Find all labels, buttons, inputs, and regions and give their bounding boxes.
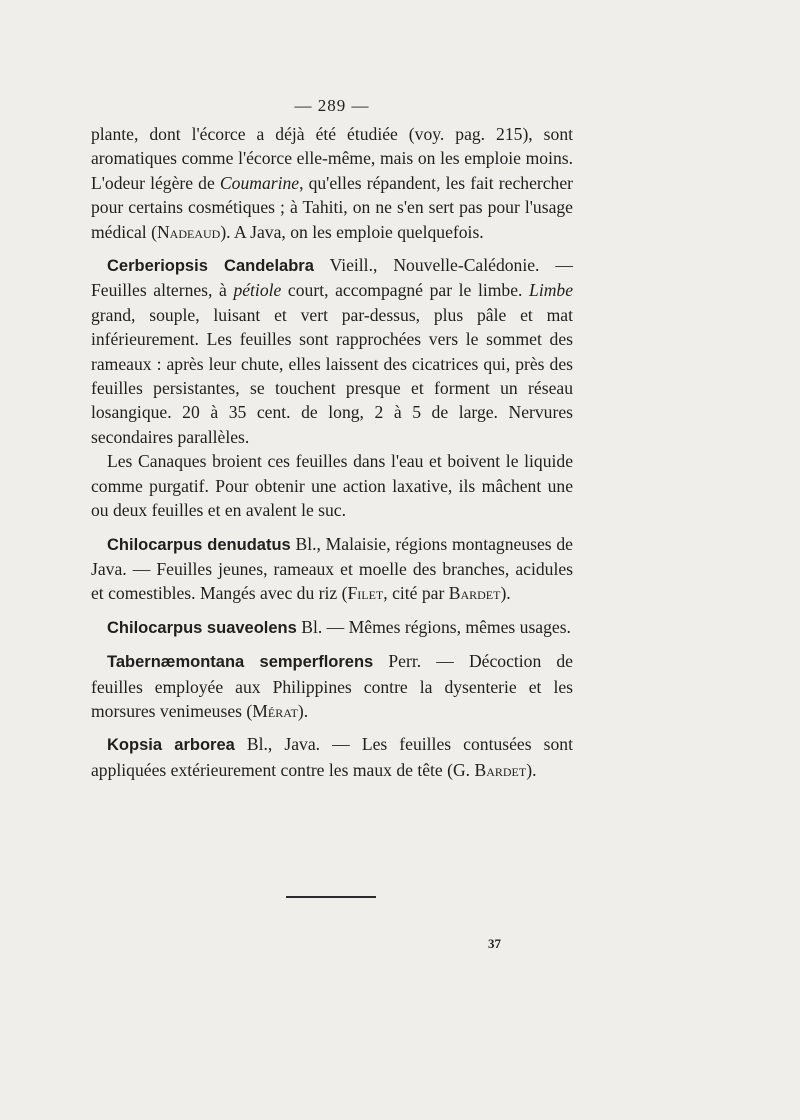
text-run: ). A Java, on les emploie quelquefois. (220, 221, 484, 242)
text-run: , qu'elles répandent, les fait rechercher pour certains cosmétiques ; à Tahiti, on ne s'en sert pas pour l'usage médical ( (91, 172, 574, 242)
author-citation: Filet (347, 583, 384, 604)
author-citation: Bardet (448, 583, 501, 604)
text-run: grand, souple, luisant et vert par-dessus, plus pâle et mat inférieurement. Les feuilles sont rapprochées vers le sommet des rameaux : après leur chute, elles laissent des cicatrices qui, près des feuilles persistantes, se touchent presque et forment un réseau losangique. 20 à 35 cent. de long, 2 à 5 de large. Nervures secondaires parallèles. (91, 304, 573, 447)
species-name: Kopsia arborea (107, 736, 235, 755)
italic-term: Coumarine (219, 172, 300, 193)
entry-chilocarpus-suaveolens (91, 615, 573, 640)
author-citation: Bardet (474, 759, 527, 780)
section-rule (286, 896, 376, 898)
text-run: plante, dont l'écorce a déjà été étudiée (voy. pag. 215), sont aromatiques comme l'écorce elle-même, mais on les emploie moins. L'odeur légère de (91, 124, 573, 193)
species-name: Chilocarpus suaveolens (107, 618, 297, 637)
text-run: Bl. — Mêmes régions, mêmes usages. (296, 616, 571, 637)
text-run: ). (297, 700, 309, 721)
text-run: ). (500, 583, 511, 604)
entry-cerberiopsis-usage: Les Canaques broient ces feuilles dans l'eau et boivent le liquide comme purgatif. Pour obtenir une action laxative, ils mâchent une ou deux feuilles et en avalent le suc. (91, 451, 573, 521)
entry-chilocarpus-denudatus (91, 532, 573, 606)
species-name: Chilocarpus denudatus (107, 535, 291, 554)
species-name: Tabernæmontana semperflorens (107, 653, 374, 672)
author-citation: Mérat (252, 700, 298, 721)
author-citation: Nadeaud (156, 221, 221, 242)
body-text (91, 122, 573, 782)
signature-mark: 37 (488, 936, 501, 951)
italic-term: pétiole (233, 280, 282, 301)
text-run: Vieill., Nouvelle-Calédonie. — Feuilles alternes, à (91, 255, 573, 301)
text-run: ). (526, 759, 537, 780)
text-run: Perr. — Décoction de feuilles employée aux Philippines contre la dysenterie et les morsures venimeuses ( (91, 651, 573, 721)
entry-cerberiopsis (91, 253, 573, 449)
text-run: , cité par (383, 583, 449, 604)
entry-kopsia (91, 732, 573, 782)
text-run: Bl., Malaisie, régions montagneuses de Java. — Feuilles jeunes, rameaux et moelle des branches, acidules et comestibles. Mangés avec du riz ( (91, 533, 573, 604)
species-name: Cerberiopsis Candelabra (107, 257, 314, 276)
entry-tabernaemontana (91, 649, 573, 723)
text-run: court, accompagné par le limbe. (281, 280, 530, 301)
text-run: Bl., Java. — Les feuilles contusées sont appliquées extérieurement contre les maux de tête (G. (91, 734, 573, 780)
page-number: — 289 — (294, 96, 370, 115)
paragraph-continuation (91, 122, 573, 244)
italic-term: Limbe (529, 280, 574, 301)
